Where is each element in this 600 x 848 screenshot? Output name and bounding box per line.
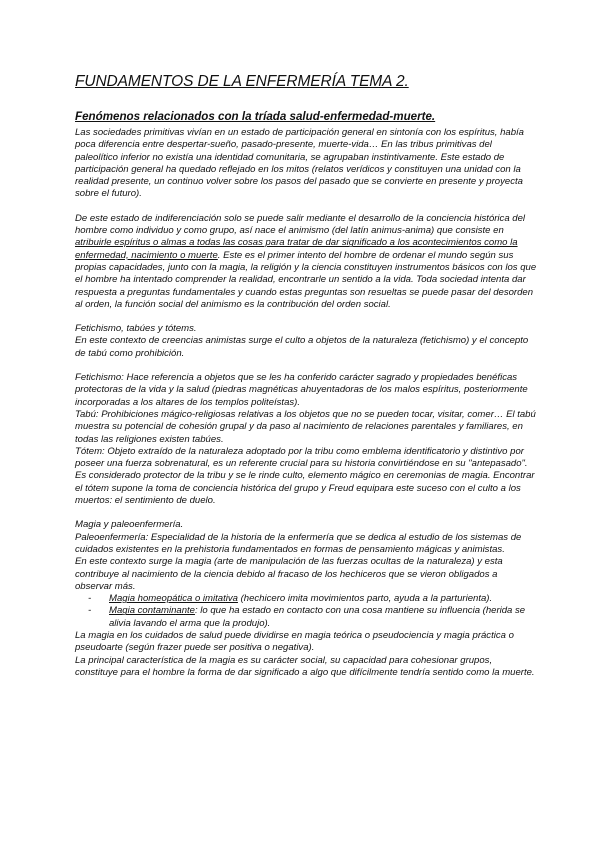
heading-magia: Magia y paleoenfermería. bbox=[75, 519, 184, 531]
bullet-dash: - bbox=[88, 605, 92, 617]
paragraph-societies: Las sociedades primitivas vivían en un estado de participación general en sintonía con los espíritus, había poca diferencia entre despertar-sueño, pasado-presente, muerte-vida… En las tribus primitivas del paleolítico inferior no existía una identidad comunitaria, se agrupaban instintivamente. Este estado de participación general ha quedado reflejado en los mitos (relatos verídicos y constituyen una unidad con la realidad presente, un continuo volver sobre los pasos del pasado que se convierte en presente y proyecta sobre el futuro). bbox=[75, 127, 524, 200]
animism-definition: atribuirle espíritus o almas a todas las cosas para tratar de dar significado a los acontecimientos como la enfermedad, nacimiento o muerte bbox=[75, 237, 518, 261]
paragraph-totem: Tótem: Objeto extraído de la naturaleza adoptado por la tribu como emblema identificatorio y distintivo por poseer una fuerza sobrenatural, es un referente crucial para su historia convirtiéndose en su "antepasado". Es considerado protector de la tribu y se le rinde culto, elemento mágico en ceremonias de magia. Encontrar el tótem supone la toma de conciencia histórica del grupo y Freud equipara este suceso con el culto a los muertos: el sentimiento de duelo. bbox=[75, 445, 535, 507]
paragraph-paleoenfermeria: Paleoenfermería: Especialidad de la historia de la enfermería que se dedica al estudio de los sistemas de cuidados existentes en la prehistoria fundamentados en formas de pensamiento mágicas y animistas. bbox=[75, 531, 522, 555]
list-item bbox=[75, 605, 537, 630]
paragraph-animism bbox=[75, 213, 537, 311]
animism-text-b: . Este es el primer intento del hombre de ordenar el mundo según sus propias capacidades, junto con la magia, la religión y la ciencia constituyen instrumentos básicos con los que el hombre ha intentado comprender la realidad, encontrarle un sentido a la vida. Toda sociedad intenta dar respuesta a preguntas fundamentales y cuando estas preguntas son resueltas se puede pasar del desorden al orden, la función social del animismo es la contribución del orden social. bbox=[75, 249, 537, 310]
list-item-text: (hechicero imita movimientos parto, ayuda a la parturienta). bbox=[237, 593, 493, 605]
list-item-term: Magia homeopática o imitativa bbox=[109, 593, 238, 605]
paragraph-magia-cuidados: La magia en los cuidados de salud puede dividirse en magia teórica o pseudociencia y magia práctica o pseudoarte (según frazer puede ser positiva o negativa). bbox=[75, 629, 514, 654]
section-title: Fenómenos relacionados con la tríada salud-enfermedad-muerte. bbox=[75, 110, 436, 123]
animism-text-a: De este estado de indiferenciación solo se puede salir mediante el desarrollo de la conciencia histórica del hombre como individuo y como grupo, así nace el animismo (del latín animus-anima) que consiste en bbox=[75, 212, 526, 237]
paragraph-fetichismo: Fetichismo: Hace referencia a objetos que se les ha conferido carácter sagrado y propiedades benéficas protectoras de la vida y la salud (piedras magnéticas ahuyentadoras de los malos espíritus, posteriormente incorporadas a los altares de los templos politeístas). bbox=[75, 372, 528, 408]
list-item-text: : lo que ha estado en contacto con una cosa mantiene su influencia (herida se alivia lavando el arma que la produjo). bbox=[109, 605, 526, 629]
document-title: FUNDAMENTOS DE LA ENFERMERÍA TEMA 2. bbox=[75, 73, 409, 90]
paragraph-tabu: Tabú: Prohibiciones mágico-religiosas relativas a los objetos que no se pueden tocar, visitar, comer… El tabú muestra su potencial de cohesión grupal y da paso al nacimiento de relaciones parentales y familiares, en todas las religiones existen tabúes. bbox=[75, 408, 536, 445]
magic-types-list bbox=[75, 593, 537, 630]
list-item-term: Magia contaminante bbox=[109, 605, 195, 617]
list-item bbox=[75, 593, 537, 605]
heading-fetichismo: Fetichismo, tabúes y tótems. bbox=[75, 323, 197, 335]
paragraph-magia-social: La principal característica de la magia es su carácter social, su capacidad para cohesionar grupos, constituye para el hombre la forma de dar significado a algo que difícilmente tendría sentido como la muerte. bbox=[75, 654, 535, 678]
document-body bbox=[75, 110, 537, 679]
bullet-dash: - bbox=[88, 593, 92, 605]
paragraph-animist-beliefs: En este contexto de creencias animistas surge el culto a objetos de la naturaleza (fetichismo) y el concepto de tabú como prohibición. bbox=[75, 335, 529, 359]
paragraph-magia: En este contexto surge la magia (arte de manipulación de las fuerzas ocultas de la naturaleza) y esta contribuye al nacimiento de la ciencia debido al fracaso de los hechiceros que se vieron obligados a observar más. bbox=[75, 556, 503, 592]
